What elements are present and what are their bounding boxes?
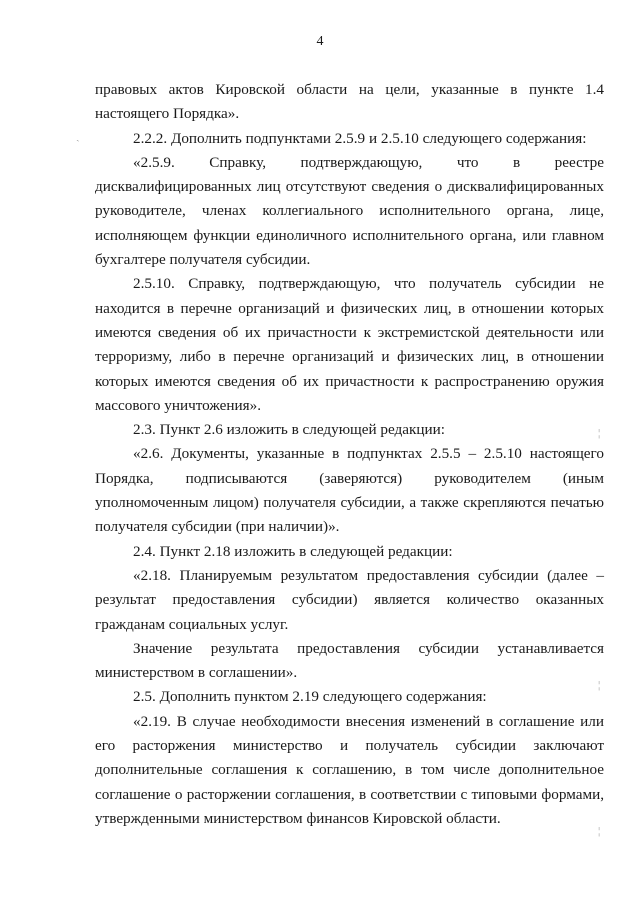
paragraph: Значение результата предоставления субсидии устанавливается министерством в соглашении». <box>95 639 604 682</box>
paragraph: 2.5.10. Справку, подтверждающую, что получатель субсидии не находится в перечне организаций и физических лиц, в отношении которых имеются сведения об их причастности к экстремистской деятельности или терроризму, либо в перечне организаций и физических лиц, в отношении которых имеются сведения об их причастности к распространению оружия массового уничтожения». <box>95 275 604 414</box>
scan-mark: ¦ <box>598 427 601 439</box>
paragraph: 2.2.2. Дополнить подпунктами 2.5.9 и 2.5.10 следующего содержания: <box>133 129 587 147</box>
paragraph: «2.5.9. Справку, подтверждающую, что в реестре дисквалифицированных лиц отсутствуют сведения о дисквалифицированных руководителе, членах коллегиального исполнительного органа, лице, исполняющем функции единоличного исполнительного органа, или главном бухгалтере получателя субсидии. <box>95 153 604 269</box>
paragraph: «2.18. Планируемым результатом предоставления субсидии (далее – результат предоставления субсидии) является количество оказанных гражданам социальных услуг. <box>95 566 604 633</box>
document-body <box>95 78 604 831</box>
scan-mark: ¦ <box>598 679 601 691</box>
paragraph: правовых актов Кировской области на цели, указанные в пункте 1.4 настоящего Порядка». <box>95 81 604 123</box>
paragraph: «2.6. Документы, указанные в подпунктах 2.5.5 – 2.5.10 настоящего Порядка, подписываются (заверяются) руководителем (иным уполномоченным лицом) получателя субсидии, а также скрепляются печатью получателя субсидии (при наличии)». <box>95 445 604 536</box>
scan-mark: ˏ <box>76 130 80 142</box>
scan-mark: ¦ <box>598 825 601 837</box>
paragraph: 2.4. Пункт 2.18 изложить в следующей редакции: <box>133 542 453 560</box>
page-number: 4 <box>316 34 324 49</box>
paragraph: 2.5. Дополнить пунктом 2.19 следующего содержания: <box>133 688 487 706</box>
paragraph: 2.3. Пункт 2.6 изложить в следующей редакции: <box>133 421 446 439</box>
paragraph: «2.19. В случае необходимости внесения изменений в соглашение или его расторжения министерство и получатель субсидии заключают дополнительные соглашения к соглашению, в том числе дополнительное соглашение о расторжении соглашения, в соответствии с типовыми формами, утвержденными министерством финансов Кировской области. <box>95 712 604 827</box>
